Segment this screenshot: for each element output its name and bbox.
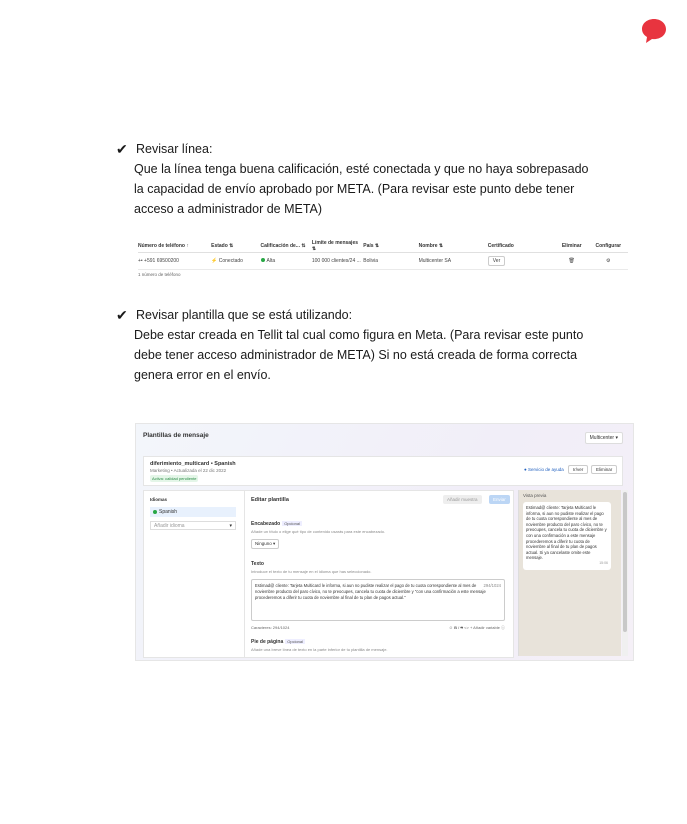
italic-icon[interactable]: I (458, 625, 460, 630)
add-language-select[interactable]: Añadir idioma ▾ (150, 521, 236, 530)
gear-icon[interactable]: ⚙ (606, 258, 611, 264)
send-button[interactable]: Enviar (489, 495, 510, 504)
template-name: diferimiento_multicard • Spanish (150, 461, 236, 467)
preview-bubble (523, 502, 611, 570)
bold-icon[interactable]: B (454, 625, 457, 630)
phone-cell: +• +591 69500200 (138, 258, 179, 264)
col-phone[interactable]: Número de teléfono ↑ (138, 243, 189, 249)
checkmark-icon: ✔ (116, 141, 128, 157)
table-header (138, 240, 628, 253)
delete-button[interactable]: Eliminar (591, 465, 617, 474)
country-cell: Bolivia (363, 258, 378, 264)
header-hint: Añade un título o elige qué tipo de contenido usarás para este encabezado. (251, 529, 386, 534)
footer-hint: Añade una breve línea de texto en la parte inferior de tu plantilla de mensaje. (251, 647, 388, 652)
cert-cell (488, 256, 555, 266)
page-title: Plantillas de mensaje (143, 432, 209, 439)
status-dot-icon (153, 510, 157, 514)
help-link[interactable]: ● Servicio de ayuda (524, 467, 564, 472)
col-delete: Eliminar (561, 243, 582, 249)
item-title: Revisar línea: (136, 142, 213, 156)
view-cert-button[interactable]: Ver (488, 256, 506, 266)
header-label: Encabezado Opcional (251, 521, 300, 527)
info-icon: ⓘ (501, 625, 505, 630)
add-variable-button[interactable]: + Añadir variable (469, 625, 500, 630)
help-icon: ● (524, 467, 527, 472)
check-item-line (116, 139, 596, 219)
rating-cell: Alta (261, 258, 312, 264)
account-dropdown[interactable]: Multicenter ▾ (585, 432, 623, 444)
editor-panel (244, 490, 514, 658)
col-limit[interactable]: Límite de mensajes ⇅ (311, 240, 359, 252)
footer-label: Pie de página Opcional (251, 639, 304, 645)
col-cert: Certificado (487, 243, 514, 249)
col-config: Configurar (595, 243, 622, 249)
col-status[interactable]: Estado ⇅ (211, 243, 234, 249)
limit-cell: 100 000 clientes/24 ... (311, 258, 361, 264)
message-textarea[interactable]: 294/1024 Estimad@ cliente: Tarjeta Multicard le informa, si aun no pudiste realizar el pago de tu cuota correspondiente al mes de noviembre producto del paro cívico, no te preocupes, cancela tu cuota de diciembre y "con una confirmación a este mensaje procederemos a diferir tu cuota de noviembre al final de tu plan de pagos actual." (251, 579, 505, 621)
template-subtitle: Marketing • Actualizada el 22 dic 2022 (150, 468, 227, 473)
add-sample-button[interactable]: Añadir muestra (443, 495, 482, 504)
preview-label: Vista previa (523, 493, 547, 498)
table-row[interactable] (138, 253, 628, 270)
preview-panel (518, 490, 621, 656)
template-editor-screenshot (135, 423, 634, 661)
preview-time: 15:06 (599, 560, 608, 565)
share-button[interactable]: Ir/ver (568, 465, 588, 474)
char-count: Caracteres: 294/1024 (251, 625, 290, 630)
speech-bubble-logo-icon (640, 17, 668, 45)
status-cell: ⚡ Conectado (211, 258, 243, 264)
text-count: 294/1024 (483, 583, 501, 588)
status-dot-icon (261, 258, 265, 262)
col-country[interactable]: País ⇅ (363, 243, 380, 249)
status-badge: Activa: calidad pendiente (152, 476, 197, 481)
item-title: Revisar plantilla que se está utilizando: (136, 308, 353, 322)
preview-text: Estimad@ cliente: Tarjeta Multicard le informa, si aun no pudiste realizar el pago de tu cuota correspondiente al mes de noviembre producto del paro cívico, no te preocupes, cancela tu cuota de diciembre y con una confirmación a este mensaje procederemos a diferir tu cuota de noviembre al final de tu plan de pagos actual. Si ya cancelaste omite este mensaje. (526, 505, 607, 561)
template-meta (143, 456, 623, 486)
languages-heading: Idiomas (150, 497, 168, 502)
strike-icon[interactable]: S (460, 625, 464, 630)
col-rating[interactable]: Calificación de... ⇅ (260, 243, 306, 249)
name-cell: Multicenter SA (418, 258, 452, 264)
trash-icon[interactable]: 🗑 (568, 258, 575, 264)
code-icon[interactable]: <> (464, 625, 469, 630)
text-toolbar (251, 625, 505, 631)
item-body: Debe estar creada en Tellit tal cual como figura en Meta. (Para revisar este punto debe tener acceso administrador de META) Si no está creada de forma correcta genera error en el envío. (134, 328, 584, 382)
phone-numbers-table (138, 240, 628, 277)
text-hint: Introduce el texto de tu mensaje en el idioma que has seleccionado. (251, 569, 372, 574)
chevron-down-icon: ▾ (229, 522, 232, 529)
item-body: Que la línea tenga buena calificación, esté conectada y que no haya sobrepasado la capacidad de envío aprobado por META. (Para revisar este punto debe tener acceso a administrador de META) (134, 162, 589, 216)
checkmark-icon: ✔ (116, 307, 128, 323)
editor-title: Editar plantilla (251, 497, 289, 503)
header-type-select[interactable]: Ninguno ▾ (251, 539, 279, 549)
scrollbar[interactable] (622, 490, 628, 656)
text-label: Texto (251, 561, 264, 567)
emoji-icon[interactable]: ☺ (448, 625, 453, 630)
col-name[interactable]: Nombre ⇅ (418, 243, 444, 249)
check-item-template (116, 305, 596, 385)
languages-panel (143, 490, 245, 658)
table-footer: 1 número de teléfono (138, 272, 181, 277)
language-item[interactable]: Spanish (150, 507, 236, 517)
